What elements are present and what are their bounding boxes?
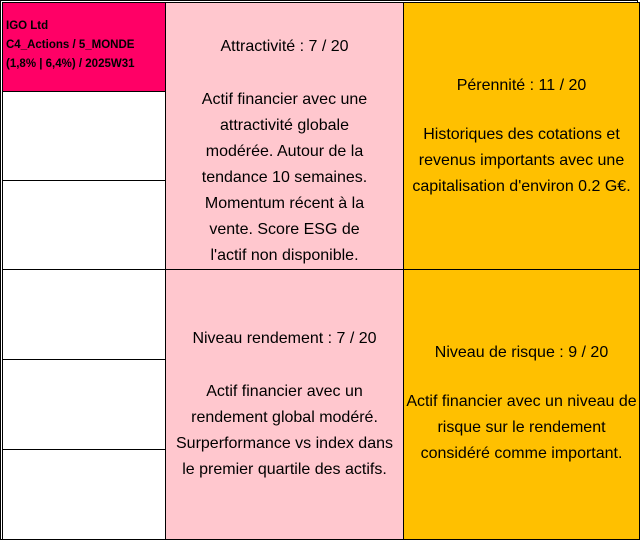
- attractivite-description: Actif financier avec une attractivité globale modérée. Autour de la tendance 10 semaines. Momentum récent à la vente. Score ESG de l'actif non disponible.: [201, 91, 368, 264]
- empty-cell: [2, 180, 166, 270]
- rendement-description: Actif financier avec un rendement global modéré. Surperformance vs index dans le premier quartile des actifs.: [176, 383, 393, 478]
- empty-cell: [2, 269, 166, 360]
- perennite-description: Historiques des cotations et revenus importants avec une capitalisation d'environ 0.2 G€.: [412, 126, 631, 195]
- company-name: IGO Ltd: [6, 20, 49, 32]
- risque-title: Niveau de risque : 9 / 20: [434, 344, 609, 361]
- risque-cell: [403, 269, 640, 540]
- asset-header-cell: [2, 2, 166, 92]
- rendement-title: Niveau rendement : 7 / 20: [192, 330, 377, 347]
- attractivite-cell: [165, 2, 404, 270]
- attractivite-title: Attractivité : 7 / 20: [220, 38, 349, 55]
- empty-cell: [2, 449, 166, 540]
- perennite-title: Pérennité : 11 / 20: [456, 77, 587, 94]
- empty-cell: [2, 359, 166, 450]
- perennite-cell: [403, 2, 640, 270]
- empty-cell: [2, 91, 166, 181]
- risque-description: Actif financier avec un niveau de risque sur le rendement considéré comme important.: [406, 393, 637, 462]
- rendement-cell: [165, 269, 404, 540]
- asset-category: C4_Actions / 5_MONDE: [6, 39, 135, 51]
- asset-stats: (1,8% | 6,4%) / 2025W31: [6, 58, 135, 70]
